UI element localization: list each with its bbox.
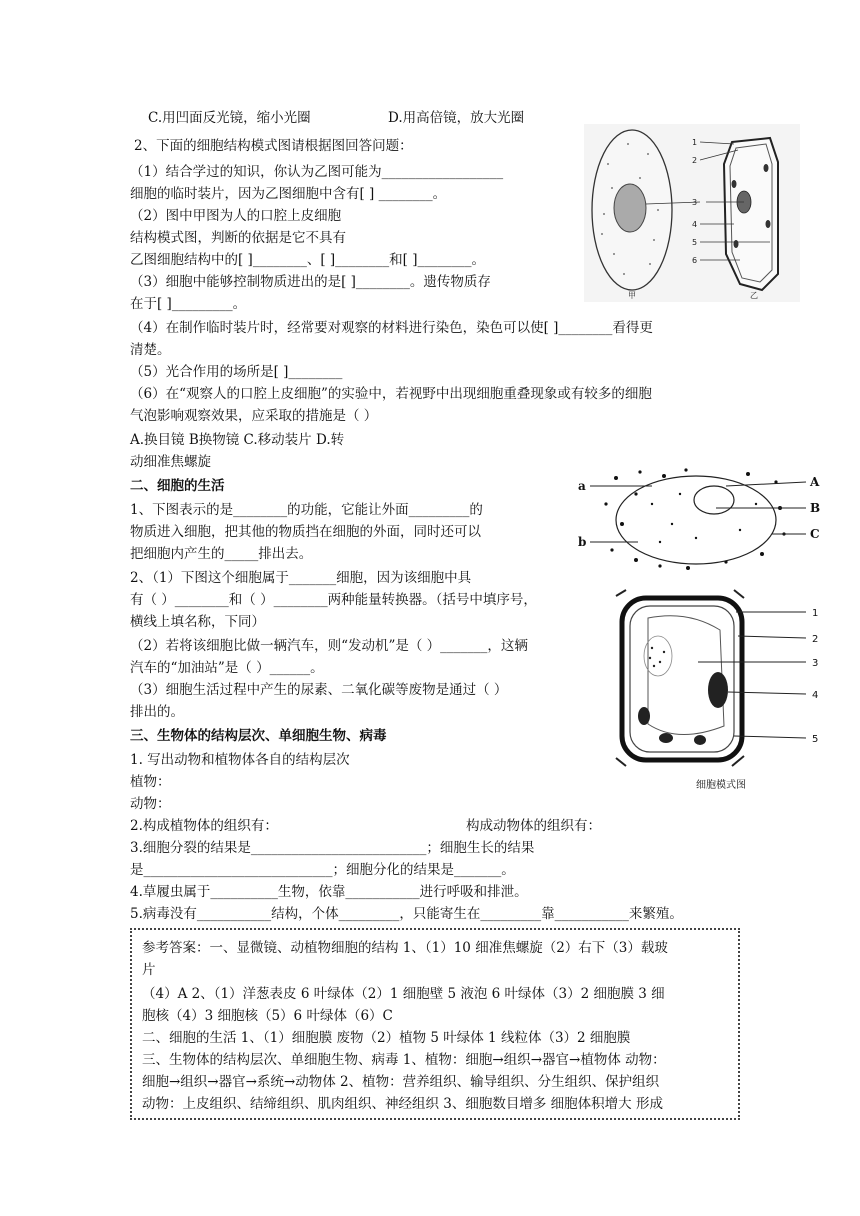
answer-line: 片 bbox=[142, 962, 156, 978]
figure1-label: 1 bbox=[692, 138, 698, 147]
answer-line: 三、生物体的结构层次、单细胞生物、病毒 1、植物：细胞→组织→器官→植物体 动物： bbox=[142, 1052, 666, 1068]
figure2-label: a bbox=[578, 479, 586, 493]
figure3-label: 5 bbox=[812, 734, 819, 745]
answer-line: 二、细胞的生活 1、（1）细胞膜 废物（2）植物 5 叶绿体 1 线粒体（3）2 细胞膜 bbox=[142, 1030, 631, 1046]
text-line: 排出的。 bbox=[130, 704, 184, 720]
text-line: （4）在制作临时装片时，经常要对观察的材料进行染色，染色可以使[ ]________看得更 bbox=[130, 320, 653, 336]
cell-outline bbox=[616, 476, 776, 564]
text-line: （6）在“观察人的口腔上皮细胞”的实验中，若视野中出现细胞重叠现象或有较多的细胞 bbox=[130, 386, 652, 402]
text-line: 植物： bbox=[130, 774, 171, 790]
text-line: 汽车的“加油站”是（ ）______。 bbox=[130, 660, 324, 676]
text-line: 是____________________________；细胞分化的结果是_______。 bbox=[130, 862, 515, 878]
text-line: 1. 写出动物和植物体各自的结构层次 bbox=[130, 752, 350, 768]
text-line: 有（ ）________和（ ）________两种能量转换器。（括号中填序号， bbox=[130, 592, 537, 608]
text-line: 1、下图表示的是________的功能，它能让外面_________的 bbox=[130, 502, 483, 518]
text-line: 动物： bbox=[130, 796, 171, 812]
text-line: （5）光合作用的场所是[ ]________ bbox=[130, 364, 343, 380]
text-line: 把细胞内产生的_____排出去。 bbox=[130, 546, 313, 562]
figure3-label: 1 bbox=[812, 608, 819, 619]
figure1-label: 6 bbox=[692, 256, 698, 265]
cell-structure-figure bbox=[584, 124, 800, 302]
figure3-label: 3 bbox=[812, 658, 819, 669]
text-line: 横线上填名称，下同） bbox=[130, 614, 265, 630]
answer-line: 动物：上皮组织、结缔组织、肌肉组织、神经组织 3、细胞数目增多 细胞体积增大 形成 bbox=[142, 1096, 663, 1112]
figure2-label: B bbox=[810, 501, 821, 515]
figure2-label: C bbox=[810, 527, 820, 541]
chloroplast bbox=[708, 672, 728, 708]
text-line: 构成动物体的组织有： bbox=[466, 818, 601, 834]
nucleus bbox=[694, 486, 734, 514]
option-c: C.用凹面反光镜，缩小光圈 bbox=[148, 110, 311, 126]
figure3-label: 2 bbox=[812, 634, 819, 645]
text-line: （3）细胞生活过程中产生的尿素、二氧化碳等废物是通过（ ） bbox=[130, 682, 508, 698]
figure3-label: 4 bbox=[812, 690, 819, 701]
text-line: （2）图中甲图为人的口腔上皮细胞 bbox=[130, 208, 342, 224]
text-line: 细胞的临时装片，因为乙图细胞中含有[ ] ________。 bbox=[130, 186, 447, 202]
text-line: （3）细胞中能够控制物质进出的是[ ]________。遗传物质存 bbox=[130, 274, 491, 290]
text-line: 物质进入细胞，把其他的物质挡在细胞的外面，同时还可以 bbox=[130, 524, 481, 540]
text-line: 结构模式图，判断的依据是它不具有 bbox=[130, 230, 346, 246]
plant-cell-model-figure bbox=[608, 586, 830, 792]
text-line: A.换目镜 B换物镜 C.移动装片 D.转 bbox=[130, 432, 345, 448]
figure3-caption: 细胞模式图 bbox=[696, 780, 746, 791]
text-line: 气泡影响观察效果，应采取的措施是（ ） bbox=[130, 408, 378, 424]
text-line: 2.构成植物体的组织有： bbox=[130, 818, 278, 834]
figure2-label: A bbox=[810, 475, 820, 489]
answer-line: 参考答案：一、显微镜、动植物细胞的结构 1、（1）10 细准焦螺旋（2）右下（3）载玻 bbox=[142, 940, 668, 956]
text-line: 在于[ ]_________。 bbox=[130, 296, 247, 312]
figure1-label: 4 bbox=[692, 220, 698, 229]
animal-cell-nucleus bbox=[614, 184, 646, 232]
text-line: 4.草履虫属于__________生物，依靠___________进行呼吸和排泄。 bbox=[130, 884, 528, 900]
answer-line: 胞核（4）3 细胞核（5）6 叶绿体（6）C bbox=[142, 1008, 393, 1024]
text-line: 3.细胞分裂的结果是__________________________；细胞生长的结果 bbox=[130, 840, 535, 856]
figure1-caption-left: 甲 bbox=[628, 291, 636, 300]
figure1-caption-right: 乙 bbox=[750, 291, 758, 300]
text-line: （2）若将该细胞比做一辆汽车，则“发动机”是（ ）_______，这辆 bbox=[130, 638, 528, 654]
figure1-label: 5 bbox=[692, 238, 698, 247]
text-line: （1）结合学过的知识，你认为乙图可能为__________________ bbox=[130, 164, 504, 180]
cell-membrane-figure bbox=[576, 464, 822, 574]
figure1-label: 2 bbox=[692, 156, 698, 165]
question-2-title: 2、下面的细胞结构模式图请根据图回答问题： bbox=[134, 138, 413, 154]
answer-box bbox=[130, 928, 740, 1120]
text-line: 乙图细胞结构中的[ ]________、[ ]________和[ ]________。 bbox=[130, 252, 485, 268]
option-d: D.用高倍镜，放大光圈 bbox=[388, 110, 525, 126]
text-line: 2、（1）下图这个细胞属于_______细胞，因为该细胞中具 bbox=[130, 570, 472, 586]
answer-line: 细胞→组织→器官→系统→动物体 2、植物：营养组织、输导组织、分生组织、保护组织 bbox=[142, 1074, 660, 1090]
figure2-label: b bbox=[578, 535, 587, 549]
text-line: 动细准焦螺旋 bbox=[130, 454, 211, 470]
section-2-heading: 二、细胞的生活 bbox=[130, 478, 225, 494]
figure1-label: 3 bbox=[692, 198, 698, 207]
section-3-heading: 三、生物体的结构层次、单细胞生物、病毒 bbox=[130, 728, 387, 744]
answer-line: （4）A 2、（1）洋葱表皮 6 叶绿体（2）1 细胞壁 5 液泡 6 叶绿体（3）2 细胞膜 3 细 bbox=[142, 986, 665, 1002]
text-line: 清楚。 bbox=[130, 342, 171, 358]
text-line: 5.病毒没有___________结构，个体_________，只能寄生在_________靠___________来繁殖。 bbox=[130, 906, 683, 922]
